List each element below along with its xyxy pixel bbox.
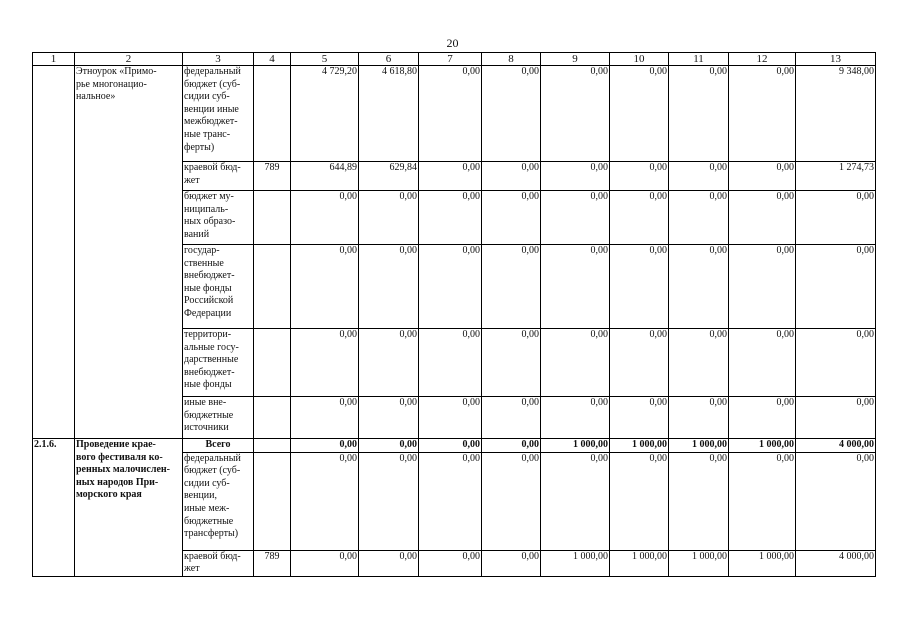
table-row — [33, 66, 876, 162]
amount-cell: 0,00 — [541, 191, 610, 245]
funding-source: краевой бюд- жет — [183, 162, 254, 191]
amount-cell: 0,00 — [669, 66, 729, 162]
amount-cell: 1 274,73 — [796, 162, 876, 191]
amount-cell: 0,00 — [419, 452, 482, 550]
amount-cell: 0,00 — [291, 550, 359, 576]
amount-cell: 0,00 — [669, 191, 729, 245]
amount-cell: 0,00 — [729, 245, 796, 329]
amount-cell: 1 000,00 — [729, 439, 796, 453]
column-header: 2 — [75, 53, 183, 66]
amount-cell: 0,00 — [419, 550, 482, 576]
amount-cell: 0,00 — [610, 329, 669, 397]
amount-cell: 0,00 — [796, 191, 876, 245]
column-header: 12 — [729, 53, 796, 66]
amount-cell: 0,00 — [610, 397, 669, 439]
amount-cell: 0,00 — [482, 66, 541, 162]
amount-cell: 0,00 — [419, 191, 482, 245]
budget-code — [254, 66, 291, 162]
amount-cell: 0,00 — [541, 397, 610, 439]
amount-cell: 644,89 — [291, 162, 359, 191]
amount-cell: 0,00 — [669, 245, 729, 329]
column-header: 4 — [254, 53, 291, 66]
amount-cell: 0,00 — [291, 397, 359, 439]
budget-code: 789 — [254, 550, 291, 576]
amount-cell: 0,00 — [796, 452, 876, 550]
amount-cell: 0,00 — [669, 452, 729, 550]
header-row — [33, 53, 876, 66]
amount-cell: 0,00 — [610, 191, 669, 245]
amount-cell: 0,00 — [291, 245, 359, 329]
column-header: 6 — [359, 53, 419, 66]
budget-code — [254, 452, 291, 550]
amount-cell: 4 618,80 — [359, 66, 419, 162]
amount-cell: 0,00 — [729, 191, 796, 245]
amount-cell: 0,00 — [482, 439, 541, 453]
amount-cell: 0,00 — [729, 329, 796, 397]
amount-cell: 0,00 — [359, 245, 419, 329]
amount-cell: 1 000,00 — [610, 550, 669, 576]
funding-source: федеральный бюджет (суб- сидии суб- венции, иные меж- бюджетные трансферты) — [183, 452, 254, 550]
funding-source: территори- альные госу- дарственные внебюджет- ные фонды — [183, 329, 254, 397]
budget-code — [254, 397, 291, 439]
budget-code: 789 — [254, 162, 291, 191]
amount-cell: 0,00 — [419, 329, 482, 397]
amount-cell: 0,00 — [359, 329, 419, 397]
amount-cell: 1 000,00 — [669, 550, 729, 576]
amount-cell: 1 000,00 — [541, 550, 610, 576]
amount-cell: 0,00 — [482, 397, 541, 439]
amount-cell: 0,00 — [610, 245, 669, 329]
funding-source: краевой бюд- жет — [183, 550, 254, 576]
amount-cell: 0,00 — [796, 397, 876, 439]
funding-source: государ- ственные внебюджет- ные фонды Российской Федерации — [183, 245, 254, 329]
amount-cell: 0,00 — [419, 439, 482, 453]
column-header: 11 — [669, 53, 729, 66]
amount-cell: 0,00 — [359, 191, 419, 245]
amount-cell: 0,00 — [796, 329, 876, 397]
amount-cell: 4 729,20 — [291, 66, 359, 162]
table-body — [33, 53, 876, 577]
amount-cell: 0,00 — [541, 329, 610, 397]
event-name: Этноурок «Примо- рье многонацио- нальное» — [75, 66, 183, 439]
column-header: 9 — [541, 53, 610, 66]
amount-cell: 0,00 — [291, 329, 359, 397]
table-row — [33, 439, 876, 453]
amount-cell: 0,00 — [610, 452, 669, 550]
amount-cell: 0,00 — [796, 245, 876, 329]
amount-cell: 4 000,00 — [796, 550, 876, 576]
amount-cell: 0,00 — [482, 162, 541, 191]
column-header: 8 — [482, 53, 541, 66]
amount-cell: 0,00 — [419, 245, 482, 329]
amount-cell: 629,84 — [359, 162, 419, 191]
amount-cell: 0,00 — [610, 66, 669, 162]
amount-cell: 0,00 — [669, 397, 729, 439]
amount-cell: 0,00 — [729, 162, 796, 191]
amount-cell: 0,00 — [291, 452, 359, 550]
budget-code — [254, 439, 291, 453]
row-number — [33, 66, 75, 439]
page-number: 20 — [446, 36, 459, 50]
amount-cell: 0,00 — [610, 162, 669, 191]
amount-cell: 0,00 — [482, 452, 541, 550]
budget-code — [254, 329, 291, 397]
budget-table — [32, 52, 876, 577]
amount-cell: 0,00 — [729, 397, 796, 439]
column-header: 13 — [796, 53, 876, 66]
amount-cell: 0,00 — [419, 66, 482, 162]
amount-cell: 0,00 — [669, 329, 729, 397]
amount-cell: 0,00 — [482, 550, 541, 576]
amount-cell: 1 000,00 — [610, 439, 669, 453]
row-number: 2.1.6. — [33, 439, 75, 577]
amount-cell: 0,00 — [541, 245, 610, 329]
amount-cell: 4 000,00 — [796, 439, 876, 453]
amount-cell: 1 000,00 — [669, 439, 729, 453]
amount-cell: 0,00 — [359, 397, 419, 439]
amount-cell: 1 000,00 — [729, 550, 796, 576]
amount-cell: 0,00 — [541, 66, 610, 162]
column-header: 3 — [183, 53, 254, 66]
budget-code — [254, 245, 291, 329]
amount-cell: 0,00 — [359, 452, 419, 550]
funding-source: иные вне- бюджетные источники — [183, 397, 254, 439]
funding-source: федеральный бюджет (суб- сидии суб- венции иные межбюджет- ные транс- ферты) — [183, 66, 254, 162]
amount-cell: 0,00 — [729, 66, 796, 162]
amount-cell: 1 000,00 — [541, 439, 610, 453]
event-name: Проведение крае- вого фестиваля ко- ренных малочислен- ных народов При- морского края — [75, 439, 183, 577]
amount-cell: 0,00 — [541, 162, 610, 191]
funding-source: бюджет му- ниципаль- ных образо- ваний — [183, 191, 254, 245]
amount-cell: 0,00 — [419, 162, 482, 191]
amount-cell: 0,00 — [669, 162, 729, 191]
funding-source: Всего — [183, 439, 254, 453]
amount-cell: 9 348,00 — [796, 66, 876, 162]
budget-code — [254, 191, 291, 245]
amount-cell: 0,00 — [359, 439, 419, 453]
amount-cell: 0,00 — [541, 452, 610, 550]
column-header: 1 — [33, 53, 75, 66]
column-header: 7 — [419, 53, 482, 66]
amount-cell: 0,00 — [419, 397, 482, 439]
amount-cell: 0,00 — [291, 191, 359, 245]
amount-cell: 0,00 — [291, 439, 359, 453]
amount-cell: 0,00 — [729, 452, 796, 550]
amount-cell: 0,00 — [482, 329, 541, 397]
amount-cell: 0,00 — [482, 245, 541, 329]
amount-cell: 0,00 — [359, 550, 419, 576]
column-header: 10 — [610, 53, 669, 66]
column-header: 5 — [291, 53, 359, 66]
amount-cell: 0,00 — [482, 191, 541, 245]
